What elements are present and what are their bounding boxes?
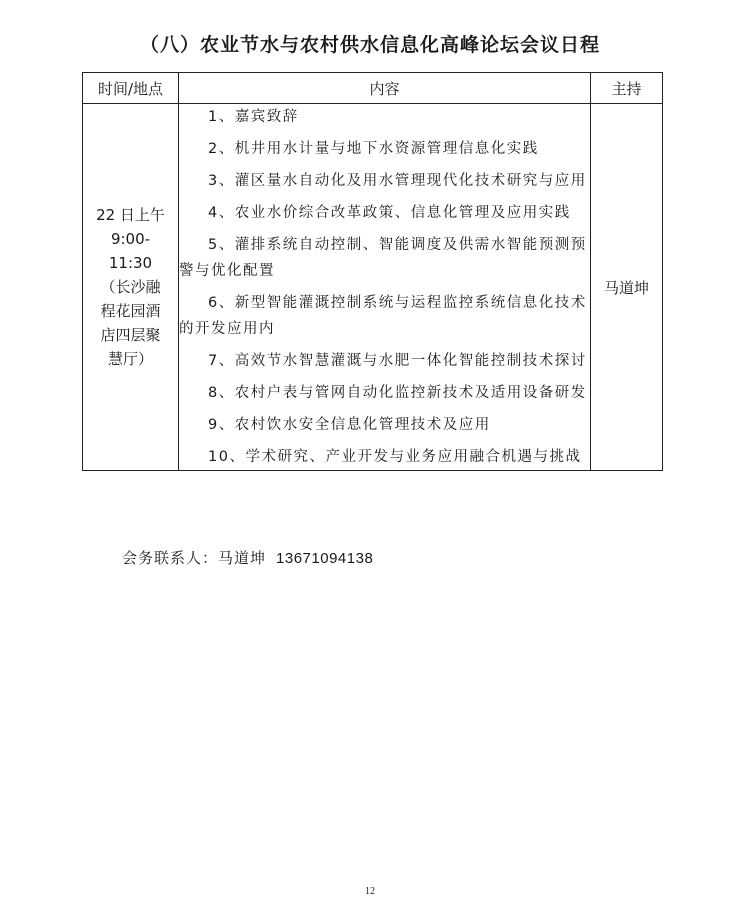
host-cell: 马道坤 xyxy=(591,104,663,471)
agenda-item: 5、灌排系统自动控制、智能调度及供需水智能预测预警与优化配置 xyxy=(179,237,587,279)
agenda-item: 3、灌区量水自动化及用水管理现代化技术研究与应用 xyxy=(208,173,587,189)
location-line: 程花园酒 xyxy=(100,302,161,320)
location-line: 慧厅） xyxy=(107,350,153,368)
table-row xyxy=(83,104,663,471)
agenda-item: 10、学术研究、产业开发与业务应用融合机遇与挑战 xyxy=(208,449,582,465)
time-line: 9:00- xyxy=(110,230,151,248)
agenda-item: 7、高效节水智慧灌溉与水肥一体化智能控制技术探讨 xyxy=(208,353,587,369)
table-header-row xyxy=(83,73,663,104)
agenda-item: 2、机井用水计量与地下水资源管理信息化实践 xyxy=(208,141,539,157)
agenda-item: 1、嘉宾致辞 xyxy=(208,109,299,125)
header-content: 内容 xyxy=(179,73,591,104)
time-location-cell xyxy=(83,104,179,471)
location-line: （长沙融 xyxy=(100,278,161,296)
contact-phone: 13671094138 xyxy=(276,550,374,567)
agenda-item: 6、新型智能灌溉控制系统与运程监控系统信息化技术的开发应用内 xyxy=(179,295,587,337)
agenda-table xyxy=(82,72,663,471)
agenda-item: 9、农村饮水安全信息化管理技术及应用 xyxy=(208,417,491,433)
agenda-item: 4、农业水价综合改革政策、信息化管理及应用实践 xyxy=(208,205,571,221)
header-time: 时间/地点 xyxy=(83,73,179,104)
contact-line xyxy=(122,547,373,568)
page-title: （八）农业节水与农村供水信息化高峰论坛会议日程 xyxy=(139,34,600,56)
header-host: 主持 xyxy=(591,73,663,104)
agenda-item: 8、农村户表与管网自动化监控新技术及适用设备研发 xyxy=(208,385,587,401)
contact-label: 会务联系人：马道坤 xyxy=(122,549,267,567)
page-number: 12 xyxy=(365,886,375,897)
time-line: 22 日上午 xyxy=(96,206,165,224)
time-line: 11:30 xyxy=(108,254,153,272)
location-line: 店四层聚 xyxy=(100,326,161,344)
content-cell xyxy=(179,104,591,471)
